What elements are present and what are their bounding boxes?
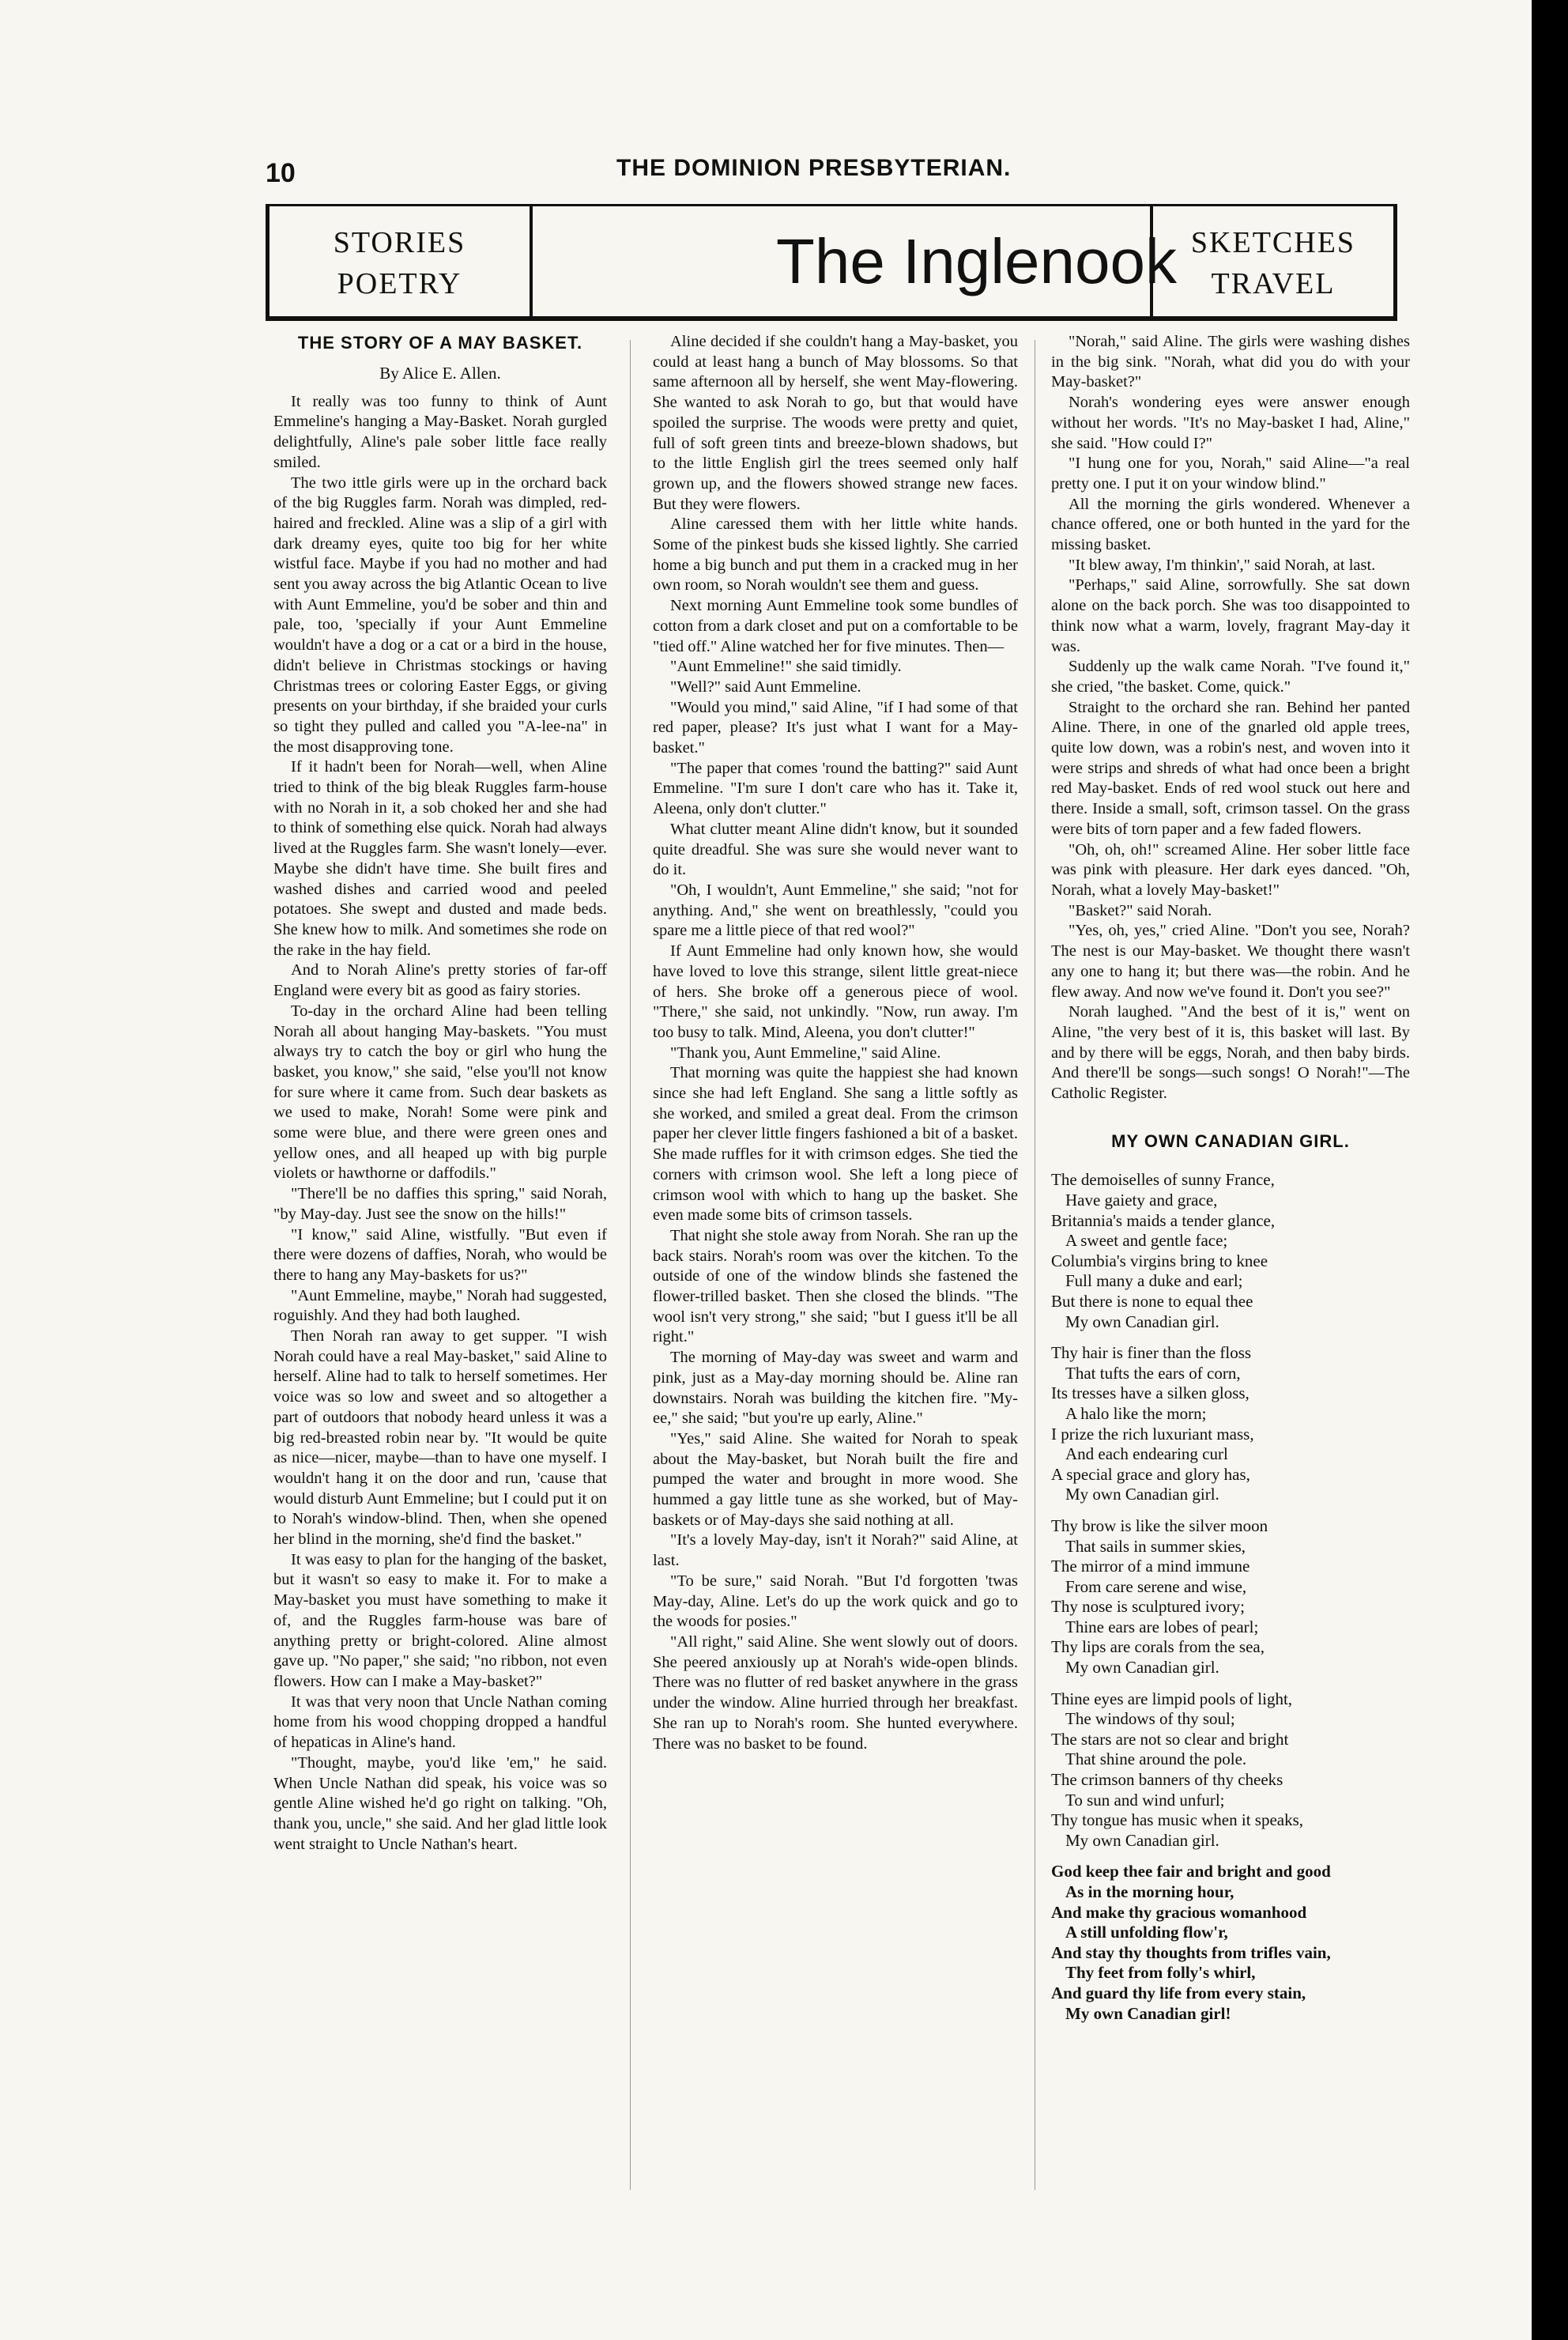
poem-line: Thine ears are lobes of pearl; [1065, 1617, 1259, 1636]
poem-stanza-4 [1051, 1689, 1410, 1851]
poem-line: Thy lips are corals from the sea, [1051, 1637, 1265, 1657]
story-paragraph: Aline decided if she couldn't hang a May-basket, you could at least hang a bunch of May blossoms. So that same afternoon all by herself, she went May-flowering. She wanted to ask Norah to go, but that would have spoiled the surprise. The woods were pretty and quiet, full of soft green tints and breeze-blown shadows, but to the little English girl the trees seemed only half grown up, and the flowers showed strange new faces. But they were flowers. [653, 333, 1018, 513]
poem-line: That shine around the pole. [1065, 1749, 1247, 1769]
story-paragraph: That night she stole away from Norah. She ran up the back stairs. Norah's room was over the kitchen. To the outside of one of the window blinds she fastened the flower-trilled basket. Then she closed the blinds. "The wool isn't very strong," she said; "but I guess it'll be all right." [653, 1226, 1018, 1346]
section-title: The Inglenook [775, 226, 1178, 296]
poem-line: Its tresses have a silken gloss, [1051, 1383, 1250, 1403]
page-number: 10 [266, 158, 296, 188]
story-paragraph: The two ittle girls were up in the orchard back of the big Ruggles farm. Norah was dimpled, red-haired and freckled. Aline was a slip of a girl with dark dreamy eyes, quite too big for her white wistful face. Maybe if you had no mother and had sent you away across the big Atlantic Ocean to live with Aunt Emmeline, you'd be sober and thin and pale, too, 'specially if your Aunt Emmeline wouldn't have a dog or a cat or a bird in the house, didn't believe in Christmas stockings or having Christmas trees or coloring Easter Eggs, or giving presents on your birthday, if she braided your curls so tight they pulled and called you "A-lee-na" in the most disapproving tone. [273, 474, 607, 756]
story-paragraph: It was that very noon that Uncle Nathan coming home from his wood chopping dropped a handful of hepaticas in Aline's hand. [273, 1693, 607, 1752]
poem-line: But there is none to equal thee [1051, 1291, 1253, 1311]
story-paragraph: "Oh, oh, oh!" screamed Aline. Her sober little face was pink with pleasure. Her dark eyes danced. "Oh, Norah, what a lovely May-basket!" [1051, 840, 1410, 899]
poem-line: Have gaiety and grace, [1065, 1191, 1218, 1210]
story-paragraph: "Norah," said Aline. The girls were washing dishes in the big sink. "Norah, what did you do with your May-basket?" [1051, 333, 1410, 391]
poem-line: I prize the rich luxuriant mass, [1051, 1424, 1254, 1444]
poem-line: The demoiselles of sunny France, [1051, 1170, 1275, 1190]
poem-line: Thy feet from folly's whirl, [1065, 1963, 1256, 1983]
story-paragraph: "Basket?" said Norah. [1069, 901, 1212, 919]
banner-right-line-1: SKETCHES [1190, 226, 1356, 259]
poem-line: My own Canadian girl. [1065, 1485, 1219, 1504]
story-title: THE STORY OF A MAY BASKET. [297, 333, 583, 353]
story-paragraph: "Yes, oh, yes," cried Aline. "Don't you see, Norah? The nest is our May-basket. We thought there wasn't any one to hang it; but there was—the robin. And he flew away. And now we've found it. Don't you see?" [1051, 922, 1410, 1001]
story-paragraph: Aline caressed them with her little white hands. Some of the pinkest buds she kissed lightly. She carried home a big bunch and put them in a cracked mug in her own room, so Norah wouldn't see them and guess. [653, 515, 1018, 594]
poem-title: MY OWN CANADIAN GIRL. [1111, 1130, 1350, 1151]
banner-left-line-1: STORIES [333, 226, 466, 259]
story-paragraph: It really was too funny to think of Aunt Emmeline's hanging a May-Basket. Norah gurgled delightfully, Aline's pale sober little face really smiled. [273, 392, 607, 471]
story-paragraph: "I hung one for you, Norah," said Aline—"a real pretty one. I put it on your window blind." [1051, 455, 1410, 493]
poem-stanza-5 [1051, 1862, 1410, 2024]
story-paragraph: It was easy to plan for the hanging of the basket, but it wasn't so easy to make it. For to make a May-basket you must have something to make it of, and the Ruggles farm-house was bare of anything pretty or bright-colored. Aline almost gave up. "No paper," she said; "no ribbon, not even flowers. How can I make a May-basket?" [273, 1550, 607, 1690]
poem-line: Thy nose is sculptured ivory; [1051, 1597, 1245, 1617]
poem-line: As in the morning hour, [1065, 1882, 1234, 1902]
story-paragraph: "Thought, maybe, you'd like 'em," he said. When Uncle Nathan did speak, his voice was so gentle Aline wished he'd go right on talking. "Oh, thank you, uncle," she said. And her glad little look went straight to Uncle Nathan's heart. [273, 1753, 607, 1853]
banner-left-box [270, 206, 533, 316]
poem-line: My own Canadian girl! [1065, 2003, 1231, 2023]
story-paragraph: If Aunt Emmeline had only known how, she would have loved to love this strange, silent little great-niece of hers. She broke off a generous piece of wool. "There," she said, not unkindly. "Now, run away. I'm too busy to talk. Mind, Aleena, you don't clutter!" [653, 942, 1018, 1041]
poem-line: That sails in summer skies, [1065, 1536, 1246, 1556]
story-paragraph: Norah's wondering eyes were answer enough without her words. "It's no May-basket I had, Aline," she said. "How could I?" [1051, 394, 1410, 452]
story-paragraph: "To be sure," said Norah. "But I'd forgotten 'twas May-day, Aline. Let's do up the work quick and go to the woods for posies." [653, 1572, 1018, 1631]
poem-line: My own Canadian girl. [1065, 1658, 1219, 1678]
poem-line: Thine eyes are limpid pools of light, [1051, 1689, 1293, 1708]
story-byline: By Alice E. Allen. [379, 364, 501, 383]
poem-line: Columbia's virgins bring to knee [1051, 1251, 1268, 1270]
poem-line: Thy brow is like the silver moon [1051, 1515, 1268, 1535]
poem-line: And stay thy thoughts from trifles vain, [1051, 1942, 1331, 1962]
story-paragraph: "The paper that comes 'round the batting?" said Aunt Emmeline. "I'm sure I don't care who has it. Take it, Aleena, only don't clutter." [653, 759, 1018, 818]
story-paragraph: "All right," said Aline. She went slowly out of doors. She peered anxiously up at Norah's wide-open blinds. There was no flutter of red basket anywhere in the grass under the window. Aline hurried through her breakfast. She ran up to Norah's room. She hunted everywhere. There was no basket to be found. [653, 1633, 1018, 1753]
story-paragraph: "It's a lovely May-day, isn't it Norah?" said Aline, at last. [653, 1531, 1018, 1570]
story-paragraph: To-day in the orchard Aline had been telling Norah all about hanging May-baskets. "You must always try to catch the boy or girl who hung the basket, you know," she said, "else you'll not know for sure where it came from. Such dear baskets as we used to make, Norah! Some were pink and some were blue, and there were green ones and yellow ones, and all heaped up with big purple violets or hawthorne or daffodils." [273, 1002, 607, 1183]
story-paragraph: "I know," said Aline, wistfully. "But even if there were dozens of daffies, Norah, who would be there to hang any May-baskets for us?" [273, 1225, 607, 1284]
story-paragraph: "There'll be no daffies this spring," said Norah, "by May-day. Just see the snow on the hills!" [273, 1185, 607, 1223]
poem-line: The mirror of a mind immune [1051, 1557, 1250, 1576]
poem-line: That tufts the ears of corn, [1065, 1363, 1241, 1383]
poem-line: The crimson banners of thy cheeks [1051, 1770, 1283, 1790]
poem-line: Britannia's maids a tender glance, [1051, 1210, 1276, 1230]
column-rule-1 [630, 340, 631, 2190]
story-paragraph: And to Norah Aline's pretty stories of far-off England were every bit as good as fairy stories. [273, 961, 607, 1000]
banner-right-box [1150, 206, 1393, 316]
poem-line: A still unfolding flow'r, [1065, 1923, 1228, 1942]
poem-stanza-1 [1051, 1170, 1410, 1332]
story-paragraph: All the morning the girls wondered. Whenever a chance offered, one or both hunted in the yard for the missing basket. [1051, 495, 1410, 554]
poem-stanza-2 [1051, 1343, 1410, 1505]
story-paragraph: If it hadn't been for Norah—well, when Aline tried to think of the big bleak Ruggles farm-house with no Norah in it, a sob choked her and she had to think of something else quick. Norah had always lived at the Ruggles farm. She wasn't lonely—ever. Maybe she didn't have time. She built fires and washed dishes and carried wood and peeled potatoes. She swept and dusted and made beds. She knew how to milk. And sometimes she rode on the rake in the hay field. [273, 758, 607, 959]
poem-line: From care serene and wise, [1065, 1576, 1247, 1596]
banner-left-line-2: POETRY [337, 267, 462, 300]
story-paragraph: The morning of May-day was sweet and warm and pink, just as a May-day morning should be. Aline ran downstairs. Norah was building the kitchen fire. "My-ee," she said; "but you're up early, Aline." [653, 1349, 1018, 1428]
running-head: THE DOMINION PRESBYTERIAN. [616, 155, 1012, 181]
story-paragraph: Norah laughed. "And the best of it is," went on Aline, "the very best of it is, this basket will last. By and by there will be eggs, Norah, and then baby birds. And there'll be songs—such songs! O Norah!"—The Catholic Register. [1051, 1003, 1410, 1103]
story-column-2 [653, 332, 1018, 1754]
story-column-1 [273, 332, 607, 1855]
poem-line: A halo like the morn; [1065, 1403, 1207, 1423]
scan-edge [1532, 0, 1568, 2340]
story-paragraph: Straight to the orchard she ran. Behind her panted Aline. There, in one of the gnarled old apple trees, quite low down, was a robin's nest, and woven into it were strips and shreds of what had once been a bright red May-basket. Ends of red wool stuck out here and there. Inside a small, soft, crimson tassel. On the grass were bits of torn paper and a few faded flowers. [1051, 698, 1410, 838]
banner-right-line-2: TRAVEL [1211, 267, 1336, 300]
story-paragraph: "Perhaps," said Aline, sorrowfully. She sat down alone on the back porch. She was too disappointed to think now what a warm, lovely, fragrant May-day it was. [1051, 576, 1410, 655]
poem-line: Full many a duke and earl; [1065, 1271, 1243, 1291]
poem-line: The windows of thy soul; [1065, 1709, 1235, 1729]
story-paragraph: "Thank you, Aunt Emmeline," said Aline. [670, 1044, 941, 1062]
story-paragraph: "Would you mind," said Aline, "if I had some of that red paper, please? It's just what I want for a May-basket." [653, 698, 1018, 757]
section-banner [266, 204, 1397, 321]
poem-line: And make thy gracious womanhood [1051, 1902, 1307, 1922]
story-paragraph: Then Norah ran away to get supper. "I wish Norah could have a real May-basket," said Aline to herself. Aline had to talk to herself sometimes. Her voice was so low and sweet and so altogether a part of outdoors that nobody heard unless it was a big red-breasted robin near by. "It would be quite as nice—nicer, maybe—than to have one myself. I wouldn't hang it on the door and run, 'cause that would disturb Aunt Emmeline; but I could put it on to Norah's window-blind. Then, when she opened her blind in the morning, she'd find the basket." [273, 1327, 607, 1549]
story-paragraph: Suddenly up the walk came Norah. "I've found it," she cried, "the basket. Come, quick." [1051, 658, 1410, 696]
story-paragraph: "Well?" said Aunt Emmeline. [670, 677, 861, 696]
story-paragraph: What clutter meant Aline didn't know, but it sounded quite dreadful. She was sure she would never want to do it. [653, 820, 1018, 879]
poem-line: Thy hair is finer than the floss [1051, 1343, 1252, 1363]
poem-line: A special grace and glory has, [1051, 1464, 1250, 1484]
poem-line: My own Canadian girl. [1065, 1312, 1219, 1331]
poem-line: My own Canadian girl. [1065, 1830, 1219, 1850]
poem-line: A sweet and gentle face; [1065, 1231, 1228, 1251]
poem-line: To sun and wind unfurl; [1065, 1790, 1225, 1810]
story-paragraph: "It blew away, I'm thinkin'," said Norah, at last. [1069, 556, 1376, 574]
poem-line: Thy tongue has music when it speaks, [1051, 1810, 1304, 1830]
poem-line: And each endearing curl [1065, 1444, 1228, 1464]
poem-line: And guard thy life from every stain, [1051, 1983, 1306, 2002]
poem-line: The stars are not so clear and bright [1051, 1729, 1289, 1749]
story-paragraph: "Aunt Emmeline!" she said timidly. [670, 658, 902, 676]
story-paragraph: "Yes," said Aline. She waited for Norah to speak about the May-basket, but Norah built the fire and pumped the water and brought in more wood. She hummed a gay little tune as she worked, but of May-baskets or of May-days she said nothing at all. [653, 1429, 1018, 1529]
poem-line: God keep thee fair and bright and good [1051, 1862, 1331, 1881]
story-paragraph: "Oh, I wouldn't, Aunt Emmeline," she said; "not for anything. And," she went on breathlessly, "could you spare me a little piece of that red wool?" [653, 881, 1018, 940]
story-paragraph: "Aunt Emmeline, maybe," Norah had suggested, roguishly. And they had both laughed. [273, 1286, 607, 1325]
story-paragraph: Next morning Aunt Emmeline took some bundles of cotton from a dark closet and put on a comfortable to be "tied off." Aline watched her for five minutes. Then— [653, 597, 1018, 655]
story-column-3 [1051, 332, 1410, 2035]
poem-stanza-3 [1051, 1516, 1410, 1678]
story-paragraph: That morning was quite the happiest she had known since she had left England. She sang a little softly as she worked, and smiled a great deal. From the crimson paper her clever little fingers fashioned a bit of a basket. She made ruffles for it with crimson edges. She tied the corners with crimson wool. She left a long piece of crimson wool with which to hang up the basket. She even made some bits of crimson tassels. [653, 1064, 1018, 1225]
